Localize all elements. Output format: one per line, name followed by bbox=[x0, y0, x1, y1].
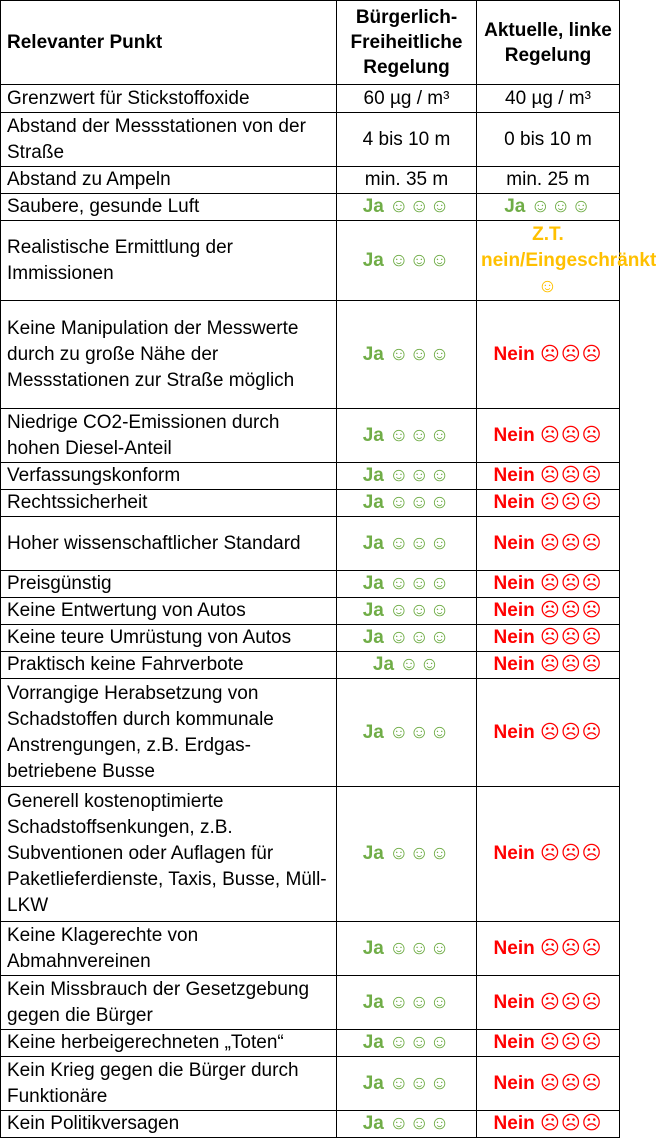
frown-icon: ☹☹☹ bbox=[540, 937, 603, 959]
buergerlich-cell bbox=[337, 976, 477, 1030]
frown-icon: ☹☹☹ bbox=[540, 424, 603, 446]
buergerlich-cell bbox=[337, 463, 477, 490]
frown-icon: ☹☹☹ bbox=[540, 1032, 603, 1053]
point-cell: Hoher wissenschaftlicher Standard bbox=[1, 517, 337, 571]
verdict-label: Ja bbox=[362, 843, 384, 864]
frown-icon: ☹☹☹ bbox=[540, 465, 603, 486]
verdict bbox=[494, 992, 603, 1013]
aktuell-cell bbox=[477, 787, 620, 922]
smiley-icon: ☺☺☺ bbox=[389, 492, 451, 513]
buergerlich-cell bbox=[337, 1030, 477, 1057]
verdict bbox=[494, 938, 603, 959]
verdict-label: Ja bbox=[362, 600, 384, 621]
verdict-label: Nein bbox=[493, 843, 535, 864]
table-row bbox=[1, 571, 620, 598]
verdict bbox=[494, 465, 603, 486]
table-row bbox=[1, 409, 620, 463]
verdict bbox=[494, 344, 603, 365]
verdict bbox=[494, 492, 603, 513]
buergerlich-cell bbox=[337, 652, 477, 679]
verdict-label: Ja bbox=[362, 1072, 384, 1094]
aktuell-cell bbox=[477, 113, 620, 167]
verdict bbox=[494, 1073, 603, 1094]
buergerlich-cell bbox=[337, 301, 477, 409]
verdict bbox=[494, 573, 603, 594]
verdict-label: Nein bbox=[493, 1032, 535, 1053]
buergerlich-cell bbox=[337, 571, 477, 598]
smiley-icon: ☺☺☺ bbox=[530, 196, 592, 217]
verdict bbox=[494, 722, 603, 743]
verdict bbox=[363, 573, 451, 594]
smiley-icon: ☺☺☺ bbox=[389, 843, 451, 864]
aktuell-cell bbox=[477, 652, 620, 679]
verdict bbox=[373, 654, 440, 675]
frown-icon: ☹☹☹ bbox=[540, 532, 603, 554]
point-cell: Saubere, gesunde Luft bbox=[1, 194, 337, 221]
verdict-label: 4 bis 10 m bbox=[362, 128, 451, 150]
aktuell-cell bbox=[477, 571, 620, 598]
frown-icon: ☹☹☹ bbox=[540, 991, 603, 1013]
verdict-label: Ja bbox=[362, 1113, 384, 1134]
buergerlich-cell bbox=[337, 490, 477, 517]
verdict-label: Nein bbox=[493, 343, 535, 365]
verdict-label: Nein bbox=[493, 424, 535, 446]
verdict bbox=[504, 196, 592, 217]
verdict-label: min. 35 m bbox=[364, 169, 449, 190]
verdict bbox=[363, 722, 451, 743]
verdict bbox=[494, 1032, 603, 1053]
verdict bbox=[363, 250, 451, 271]
aktuell-cell bbox=[477, 679, 620, 787]
point-cell: Keine Manipulation der Messwerte durch zu große Nähe der Messstationen zur Straße möglich bbox=[1, 301, 337, 409]
point-cell: Keine Entwertung von Autos bbox=[1, 598, 337, 625]
aktuell-cell bbox=[477, 625, 620, 652]
buergerlich-cell bbox=[337, 167, 477, 194]
verdict bbox=[494, 627, 603, 648]
aktuell-cell bbox=[477, 922, 620, 976]
smiley-icon: ☺☺☺ bbox=[389, 937, 451, 959]
table-row bbox=[1, 85, 620, 113]
frown-icon: ☹☹☹ bbox=[540, 843, 603, 864]
verdict-label: Nein bbox=[493, 1113, 535, 1134]
table-row bbox=[1, 652, 620, 679]
smiley-icon: ☺☺☺ bbox=[389, 721, 451, 743]
point-cell: Praktisch keine Fahrverbote bbox=[1, 652, 337, 679]
verdict-label: 0 bis 10 m bbox=[504, 128, 592, 150]
verdict bbox=[494, 1113, 603, 1134]
verdict-label: Ja bbox=[362, 1032, 384, 1053]
table-row bbox=[1, 1057, 620, 1111]
verdict-label: Z.T. nein/Eingeschränkt bbox=[481, 223, 656, 271]
verdict bbox=[363, 344, 451, 365]
verdict bbox=[363, 425, 451, 446]
verdict bbox=[363, 1073, 451, 1094]
aktuell-cell bbox=[477, 976, 620, 1030]
verdict-label: Ja bbox=[362, 465, 384, 486]
table-row bbox=[1, 113, 620, 167]
point-cell: Abstand der Messstationen von der Straße bbox=[1, 113, 337, 167]
verdict-label: Ja bbox=[362, 249, 384, 271]
frown-icon: ☹☹☹ bbox=[540, 1072, 603, 1094]
aktuell-cell bbox=[477, 1111, 620, 1138]
verdict-label: 60 µg / m³ bbox=[363, 87, 450, 109]
verdict-label: min. 25 m bbox=[506, 169, 590, 190]
verdict-label: Nein bbox=[493, 465, 535, 486]
verdict bbox=[494, 533, 603, 554]
frown-icon: ☹☹☹ bbox=[540, 573, 603, 594]
frown-icon: ☹☹☹ bbox=[540, 627, 603, 648]
header-row bbox=[1, 1, 620, 85]
table-body bbox=[1, 85, 656, 1138]
point-cell: Vorrangige Herabsetzung von Schadstoffen durch kommunale Anstrengungen, z.B. Erdgas-betriebene Busse bbox=[1, 679, 337, 787]
verdict bbox=[363, 938, 451, 959]
table-row bbox=[1, 598, 620, 625]
verdict-label: Ja bbox=[362, 627, 384, 648]
frown-icon: ☹☹☹ bbox=[540, 654, 603, 675]
header-buergerlich: Bürgerlich-Freiheitliche Regelung bbox=[337, 1, 477, 85]
verdict bbox=[481, 224, 656, 297]
buergerlich-cell bbox=[337, 409, 477, 463]
verdict-label: Nein bbox=[493, 492, 535, 513]
smiley-icon: ☺☺☺ bbox=[389, 1032, 451, 1053]
verdict-label: Nein bbox=[493, 627, 535, 648]
buergerlich-cell bbox=[337, 787, 477, 922]
verdict-label: Ja bbox=[362, 343, 384, 365]
aktuell-cell bbox=[477, 221, 656, 301]
verdict-label: Ja bbox=[362, 991, 384, 1013]
verdict bbox=[363, 492, 451, 513]
verdict-label: Nein bbox=[493, 721, 535, 743]
point-cell: Niedrige CO2-Emissionen durch hohen Diesel-Anteil bbox=[1, 409, 337, 463]
table-row bbox=[1, 490, 620, 517]
table-row bbox=[1, 463, 620, 490]
smiley-icon: ☺☺☺ bbox=[389, 424, 451, 446]
verdict bbox=[494, 425, 603, 446]
verdict bbox=[363, 992, 451, 1013]
smiley-icon: ☺☺ bbox=[399, 654, 441, 675]
smiley-icon: ☺☺☺ bbox=[389, 600, 451, 621]
point-cell: Abstand zu Ampeln bbox=[1, 167, 337, 194]
verdict-label: 40 µg / m³ bbox=[505, 87, 591, 109]
verdict bbox=[363, 627, 451, 648]
point-cell: Kein Krieg gegen die Bürger durch Funktionäre bbox=[1, 1057, 337, 1111]
smiley-icon: ☺☺☺ bbox=[389, 627, 451, 648]
buergerlich-cell bbox=[337, 221, 477, 301]
smiley-icon: ☺☺☺ bbox=[389, 1072, 451, 1094]
aktuell-cell bbox=[477, 167, 620, 194]
buergerlich-cell bbox=[337, 625, 477, 652]
point-cell: Keine teure Umrüstung von Autos bbox=[1, 625, 337, 652]
table-row bbox=[1, 1111, 620, 1138]
buergerlich-cell bbox=[337, 85, 477, 113]
aktuell-cell bbox=[477, 490, 620, 517]
point-cell: Grenzwert für Stickstoffoxide bbox=[1, 85, 337, 113]
verdict bbox=[363, 1113, 451, 1134]
verdict-label: Nein bbox=[493, 991, 535, 1013]
table-row bbox=[1, 625, 620, 652]
buergerlich-cell bbox=[337, 194, 477, 221]
point-cell: Preisgünstig bbox=[1, 571, 337, 598]
verdict bbox=[363, 600, 451, 621]
verdict bbox=[494, 843, 603, 864]
verdict-label: Nein bbox=[493, 573, 535, 594]
point-cell: Verfassungskonform bbox=[1, 463, 337, 490]
table-row bbox=[1, 194, 620, 221]
point-cell: Kein Missbrauch der Gesetzgebung gegen die Bürger bbox=[1, 976, 337, 1030]
point-cell: Kein Politikversagen bbox=[1, 1111, 337, 1138]
verdict bbox=[363, 196, 451, 217]
frown-icon: ☹☹☹ bbox=[540, 721, 603, 743]
table-row bbox=[1, 301, 620, 409]
buergerlich-cell bbox=[337, 1111, 477, 1138]
verdict-label: Nein bbox=[493, 600, 535, 621]
aktuell-cell bbox=[477, 85, 620, 113]
verdict-label: Nein bbox=[493, 1072, 535, 1094]
aktuell-cell bbox=[477, 1030, 620, 1057]
verdict-label: Ja bbox=[362, 492, 384, 513]
smiley-icon: ☺☺☺ bbox=[389, 1113, 451, 1134]
verdict-label: Nein bbox=[493, 654, 535, 675]
frown-icon: ☹☹☹ bbox=[540, 343, 603, 365]
table-row bbox=[1, 1030, 620, 1057]
aktuell-cell bbox=[477, 517, 620, 571]
point-cell: Generell kostenoptimierte Schadstoffsenkungen, z.B. Subventionen oder Auflagen für Paketlieferdienste, Taxis, Busse, Müll-LKW bbox=[1, 787, 337, 922]
verdict-label: Nein bbox=[493, 532, 535, 554]
verdict-label: Ja bbox=[504, 196, 526, 217]
smiley-icon: ☺☺☺ bbox=[389, 343, 451, 365]
frown-icon: ☹☹☹ bbox=[540, 600, 603, 621]
aktuell-cell bbox=[477, 1057, 620, 1111]
smiley-icon: ☺☺☺ bbox=[389, 532, 451, 554]
table-row bbox=[1, 679, 620, 787]
table-row bbox=[1, 787, 620, 922]
aktuell-cell bbox=[477, 409, 620, 463]
point-cell: Keine herbeigerechneten „Toten“ bbox=[1, 1030, 337, 1057]
point-cell: Realistische Ermittlung der Immissionen bbox=[1, 221, 337, 301]
verdict bbox=[494, 654, 603, 675]
table-row bbox=[1, 167, 620, 194]
verdict bbox=[494, 600, 603, 621]
verdict-label: Ja bbox=[362, 196, 384, 217]
header-aktuell: Aktuelle, linke Regelung bbox=[477, 1, 620, 85]
aktuell-cell bbox=[477, 463, 620, 490]
verdict-label: Ja bbox=[362, 573, 384, 594]
verdict bbox=[363, 533, 451, 554]
smiley-icon: ☺☺☺ bbox=[389, 196, 451, 217]
buergerlich-cell bbox=[337, 679, 477, 787]
verdict bbox=[363, 1032, 451, 1053]
verdict-label: Ja bbox=[362, 721, 384, 743]
point-cell: Rechtssicherheit bbox=[1, 490, 337, 517]
buergerlich-cell bbox=[337, 598, 477, 625]
frown-icon: ☹☹☹ bbox=[540, 1113, 603, 1134]
aktuell-cell bbox=[477, 194, 620, 221]
table-row bbox=[1, 221, 620, 301]
point-cell: Keine Klagerechte von Abmahnvereinen bbox=[1, 922, 337, 976]
table-row bbox=[1, 922, 620, 976]
frown-icon: ☹☹☹ bbox=[540, 492, 603, 513]
verdict bbox=[363, 465, 451, 486]
verdict-label: Ja bbox=[362, 532, 384, 554]
aktuell-cell bbox=[477, 598, 620, 625]
smiley-icon: ☺☺☺ bbox=[389, 573, 451, 594]
verdict bbox=[363, 843, 451, 864]
smiley-icon: ☺☺☺ bbox=[389, 991, 451, 1013]
verdict-label: Ja bbox=[372, 654, 395, 675]
aktuell-cell bbox=[477, 301, 620, 409]
buergerlich-cell bbox=[337, 517, 477, 571]
smiley-icon: ☺☺☺ bbox=[389, 465, 451, 486]
verdict-label: Nein bbox=[493, 937, 535, 959]
verdict-label: Ja bbox=[362, 937, 384, 959]
table-row bbox=[1, 976, 620, 1030]
buergerlich-cell bbox=[337, 113, 477, 167]
table-row bbox=[1, 517, 620, 571]
header-relevant-point: Relevanter Punkt bbox=[1, 1, 337, 85]
smiley-icon: ☺ bbox=[537, 275, 559, 297]
buergerlich-cell bbox=[337, 922, 477, 976]
smiley-icon: ☺☺☺ bbox=[389, 249, 451, 271]
buergerlich-cell bbox=[337, 1057, 477, 1111]
verdict-label: Ja bbox=[362, 424, 384, 446]
